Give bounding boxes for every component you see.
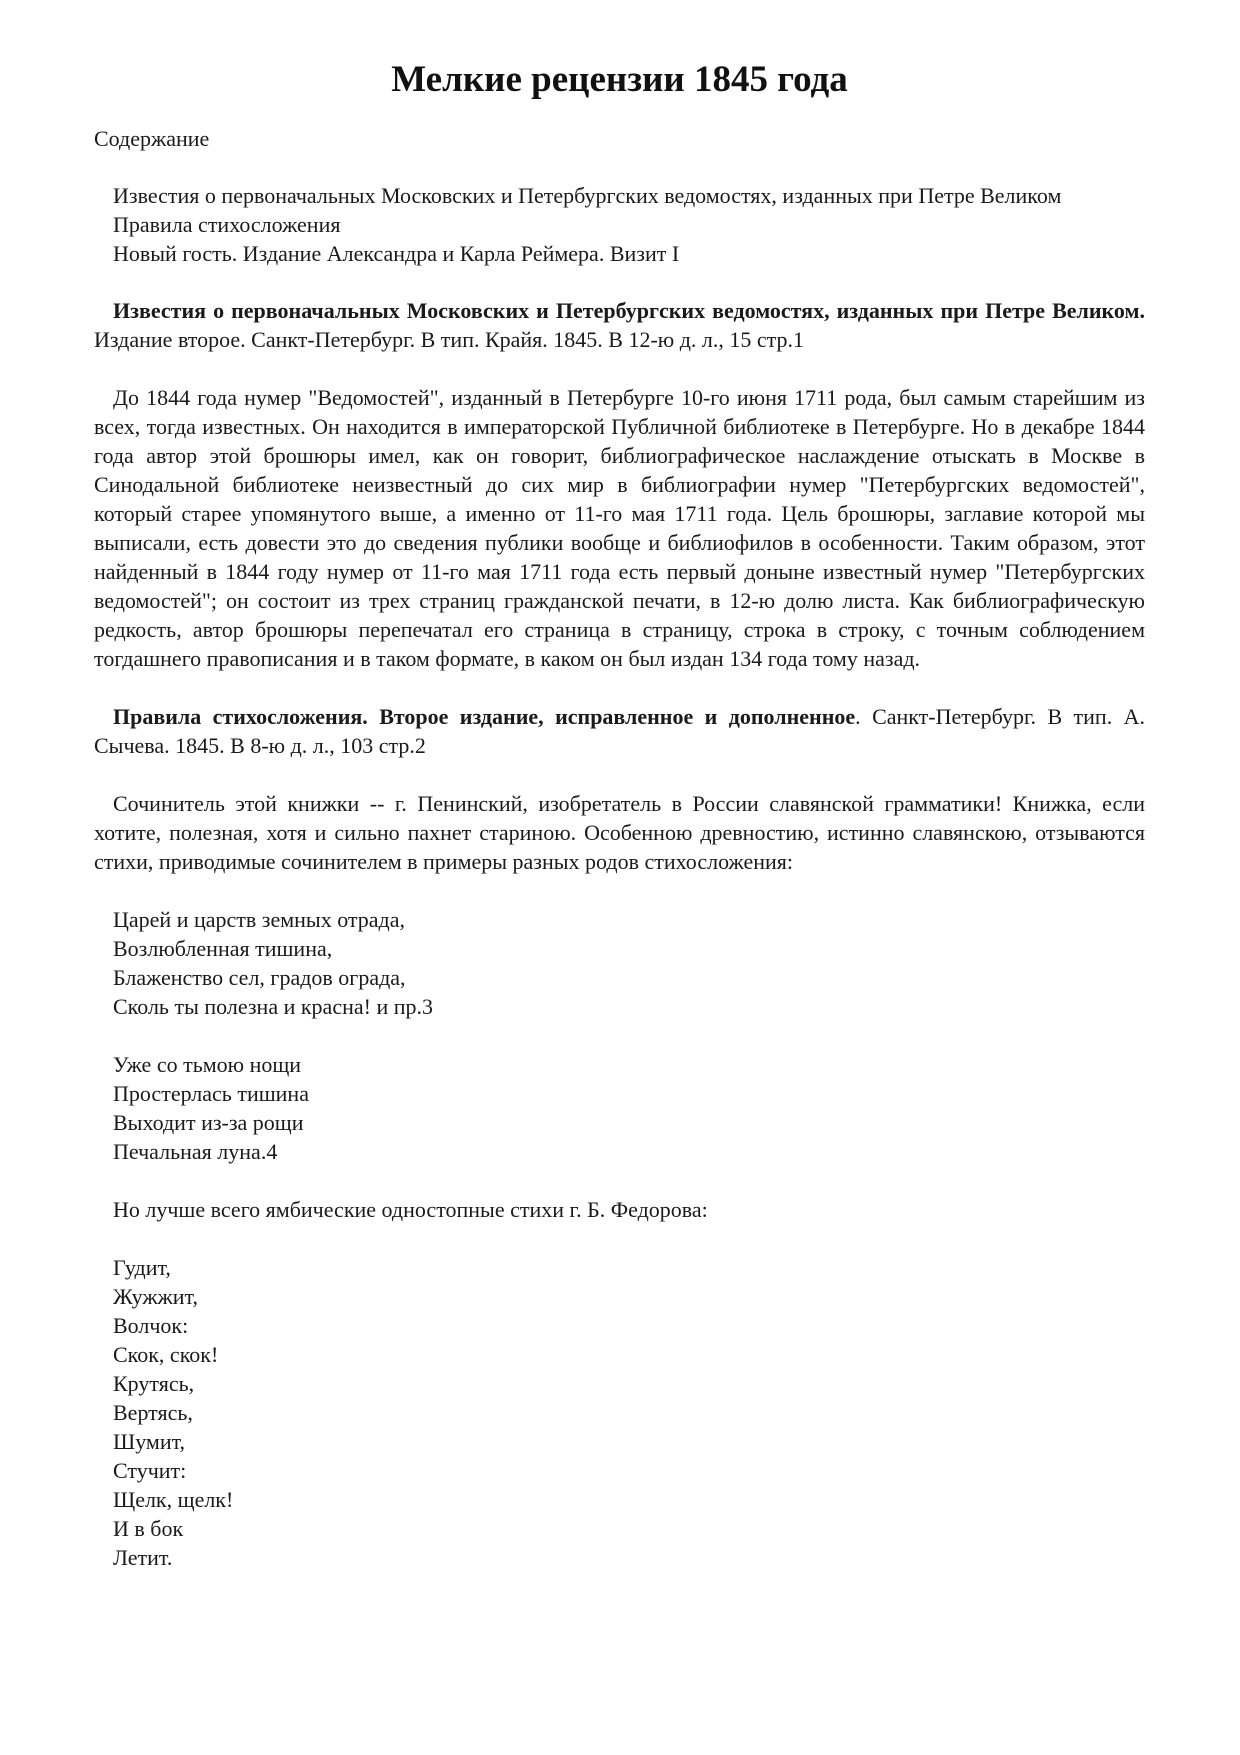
verse-line: Скок, скок! xyxy=(113,1342,219,1367)
verse-line: Летит. xyxy=(113,1545,173,1570)
verse-line: И в бок xyxy=(113,1516,184,1541)
review1-heading xyxy=(94,296,1145,354)
verse-line: Стучит: xyxy=(113,1458,187,1483)
review1-title-bold: Известия о первоначальных Московских и Петербургских ведомостях, изданных при Петре Великом. xyxy=(113,298,1145,323)
verse-3-intro: Но лучше всего ямбические одностопные стихи г. Б. Федорова: xyxy=(113,1197,708,1222)
verse-line: Блаженство сел, градов ограда, xyxy=(113,965,406,990)
verse-3 xyxy=(113,1253,1145,1572)
verse-1 xyxy=(113,905,1145,1021)
review1-title-rest: Издание второе. Санкт-Петербург. В тип. Крайя. 1845. В 12-ю д. л., 15 стр.1 xyxy=(94,327,805,352)
toc-item-3[interactable]: Новый гость. Издание Александра и Карла Реймера. Визит I xyxy=(113,241,680,266)
verse-line: Шумит, xyxy=(113,1429,186,1454)
verse-line: Печальная луна.4 xyxy=(113,1139,278,1164)
verse-line: Царей и царств земных отрада, xyxy=(113,907,406,932)
toc-item-1[interactable]: Известия о первоначальных Московских и Петербургских ведомостях, изданных при Петре Великом xyxy=(113,183,1062,208)
review1-body: До 1844 года нумер "Ведомостей", изданный в Петербурге 10-го июня 1711 рода, был самым старейшим из всех, тогда известных. Он находится в императорской Публичной библиотеке в Петербурге. Но в декабре 1844 года автор этой брошюры имел, как он говорит, библиографическое наслаждение отыскать в Москве в Синодальной библиотеке неизвестный до сих мир в библиографии нумер "Петербургских ведомостей", который старее упомянутого выше, а именно от 11-го мая 1711 года. Цель брошюры, заглавие которой мы выписали, есть довести это до сведения публики вообще и библиофилов в особенности. Таким образом, этот найденный в 1844 году нумер от 11-го мая 1711 года есть первый доныне известный нумер "Петербургских ведомостей"; он состоит из трех страниц гражданской печати, в 12-ю долю листа. Как библиографическую редкость, автор брошюры перепечатал его страница в страницу, строка в строку, с точным соблюдением тогдашнего правописания и в таком формате, в каком он был издан 134 года тому назад. xyxy=(94,385,1145,671)
verse-line: Щелк, щелк! xyxy=(113,1487,234,1512)
toc-heading: Содержание xyxy=(94,126,210,151)
review2-title-rest: . Санкт-Петербург. В тип. А. Сычева. 1845. В 8-ю д. л., 103 стр.2 xyxy=(94,704,1145,758)
verse-line: Выходит из-за рощи xyxy=(113,1110,304,1135)
review2-heading xyxy=(94,702,1145,760)
verse-line: Вертясь, xyxy=(113,1400,193,1425)
verse-line: Волчок: xyxy=(113,1313,189,1338)
verse-line: Гудит, xyxy=(113,1255,171,1280)
verse-line: Возлюбленная тишина, xyxy=(113,936,333,961)
review2-body: Сочинитель этой книжки -- г. Пенинский, изобретатель в России славянской грамматики! Книжка, если хотите, полезная, хотя и сильно пахнет стариною. Особенною древностию, истинно славянскою, отзываются стихи, приводимые сочинителем в примеры разных родов стихосложения: xyxy=(94,791,1145,874)
verse-line: Сколь ты полезна и красна! и пр.3 xyxy=(113,994,433,1019)
verse-line: Уже со тьмою нощи xyxy=(113,1052,302,1077)
verse-line: Жужжит, xyxy=(113,1284,198,1309)
toc-item-2[interactable]: Правила стихосложения xyxy=(113,212,341,237)
verse-line: Крутясь, xyxy=(113,1371,195,1396)
review2-title-bold: Правила стихосложения. Второе издание, исправленное и дополненное xyxy=(113,704,856,729)
verse-2 xyxy=(113,1050,1145,1166)
table-of-contents xyxy=(94,181,1145,268)
verse-line: Простерлась тишина xyxy=(113,1081,309,1106)
page-title: Мелкие рецензии 1845 года xyxy=(391,59,848,100)
